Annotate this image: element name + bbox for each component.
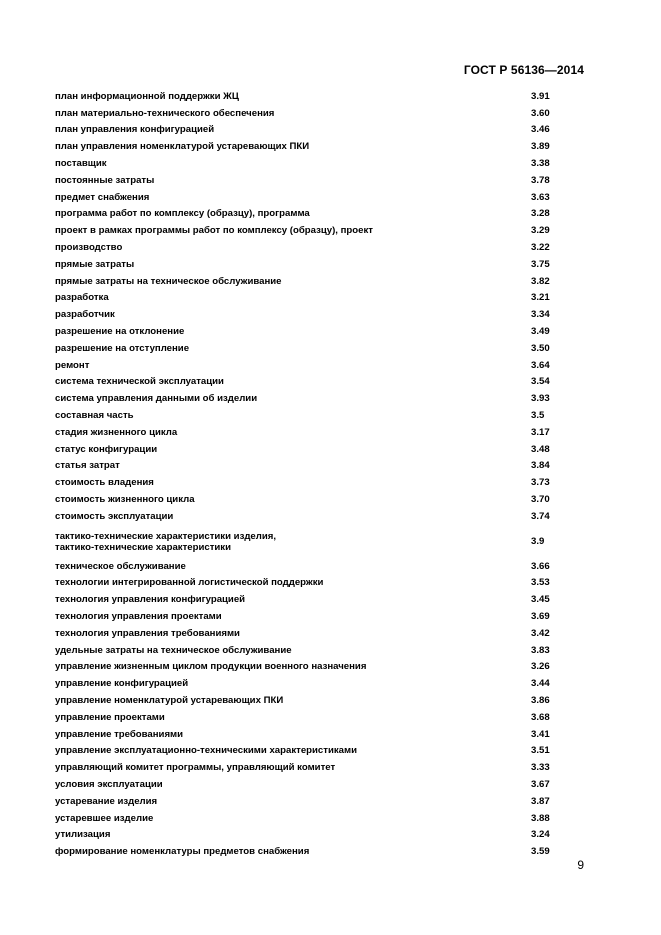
index-term — [55, 745, 531, 756]
index-term — [55, 561, 531, 572]
index-row — [55, 759, 585, 776]
index-row — [55, 138, 585, 155]
index-row — [55, 172, 585, 189]
index-term-line: управляющий комитет программы, управляющий комитет — [55, 762, 336, 774]
index-term-line: статус конфигурации — [55, 443, 158, 455]
index-term-line: устаревшее изделие — [55, 812, 154, 824]
index-term — [55, 712, 531, 723]
index-term-line: прямые затраты на техническое обслуживание — [55, 275, 282, 287]
index-section-ref: 3.70 — [531, 494, 550, 506]
index-row — [55, 340, 585, 357]
index-term-line: ремонт — [55, 359, 90, 371]
index-section-ref: 3.93 — [531, 393, 550, 405]
index-row — [55, 239, 585, 256]
index-section-ref: 3.91 — [531, 90, 550, 102]
index-term-line: предмет снабжения — [55, 191, 150, 203]
index-term-line: технология управления конфигурацией — [55, 594, 246, 606]
index-term — [55, 292, 531, 303]
index-term — [55, 208, 531, 219]
index-term — [55, 427, 531, 438]
index-row — [55, 122, 585, 139]
index-term — [55, 494, 531, 505]
index-row — [55, 692, 585, 709]
index-term — [55, 477, 531, 488]
index-term — [55, 393, 531, 404]
index-term — [55, 343, 531, 354]
index-term-line: стоимость владения — [55, 477, 154, 489]
index-row — [55, 642, 585, 659]
index-term-line: разрешение на отклонение — [55, 326, 185, 338]
index-section-ref: 3.87 — [531, 795, 550, 807]
index-term — [55, 242, 531, 253]
index-term — [55, 530, 531, 553]
index-row — [55, 323, 585, 340]
index-term — [55, 108, 531, 119]
index-term-line: технологии интегрированной логистической поддержки — [55, 577, 324, 589]
index-section-ref: 3.68 — [531, 711, 550, 723]
index-row — [55, 810, 585, 827]
index-term-line: план материально-технического обеспечения — [55, 107, 275, 119]
index-row — [55, 491, 585, 508]
index-term-line: постоянные затраты — [55, 174, 155, 186]
index-section-ref: 3.53 — [531, 577, 550, 589]
index-term — [55, 158, 531, 169]
index-row — [55, 625, 585, 642]
index-term — [55, 813, 531, 824]
index-term — [55, 594, 531, 605]
index-term-line: стадия жизненного цикла — [55, 426, 178, 438]
index-term — [55, 360, 531, 371]
index-row — [55, 357, 585, 374]
index-row — [55, 222, 585, 239]
index-row — [55, 709, 585, 726]
index-term-line: система технической эксплуатации — [55, 376, 224, 388]
index-term — [55, 779, 531, 790]
index-term-line: условия эксплуатации — [55, 778, 163, 790]
index-section-ref: 3.17 — [531, 426, 550, 438]
index-section-ref: 3.41 — [531, 728, 550, 740]
index-section-ref: 3.88 — [531, 812, 550, 824]
index-term — [55, 460, 531, 471]
index-term-line: составная часть — [55, 410, 134, 422]
index-term-line: управление жизненным циклом продукции военного назначения — [55, 661, 367, 673]
index-term — [55, 309, 531, 320]
index-term — [55, 796, 531, 807]
index-term — [55, 124, 531, 135]
index-section-ref: 3.73 — [531, 477, 550, 489]
index-term-line: технология управления проектами — [55, 611, 222, 622]
index-row — [55, 742, 585, 759]
index-term — [55, 661, 531, 672]
index-term — [55, 729, 531, 740]
index-term-line: технология управления требованиями — [55, 627, 240, 639]
index-term-line: стоимость эксплуатации — [55, 510, 174, 522]
index-term — [55, 444, 531, 455]
index-row — [55, 458, 585, 475]
index-section-ref: 3.83 — [531, 644, 550, 656]
index-term — [55, 678, 531, 689]
index-term-line: управление номенклатурой устаревающих ПКИ — [55, 694, 284, 706]
index-term — [55, 192, 531, 203]
document-header: ГОСТ Р 56136—2014 — [463, 63, 584, 77]
index-section-ref: 3.38 — [531, 158, 550, 170]
index-section-ref: 3.64 — [531, 359, 550, 371]
index-term — [55, 276, 531, 287]
index-term — [55, 225, 531, 236]
index-term-line: управление эксплуатационно-техническими характеристиками — [55, 745, 357, 757]
index-section-ref: 3.84 — [531, 460, 550, 472]
index-row — [55, 776, 585, 793]
index-term-line: формирование номенклатуры предметов снабжения — [55, 846, 310, 858]
index-term-line: тактико-технические характеристики — [55, 541, 232, 553]
index-row — [55, 575, 585, 592]
index-section-ref: 3.59 — [531, 846, 550, 858]
index-row — [55, 843, 585, 860]
index-row — [55, 273, 585, 290]
index-row — [55, 726, 585, 743]
index-section-ref: 3.49 — [531, 326, 550, 338]
index-term-line: тактико-технические характеристики изделия, — [55, 530, 277, 542]
index-term — [55, 141, 531, 152]
index-term-line: утилизация — [55, 829, 111, 841]
index-row — [55, 105, 585, 122]
index-section-ref: 3.67 — [531, 778, 550, 790]
index-section-ref: 3.63 — [531, 191, 550, 203]
index-term-line: техническое обслуживание — [55, 560, 186, 572]
index-row — [55, 591, 585, 608]
alphabetical-term-index — [55, 88, 585, 860]
index-row — [55, 88, 585, 105]
index-term — [55, 410, 531, 421]
index-row — [55, 256, 585, 273]
index-row — [55, 508, 585, 525]
index-term-line: стоимость жизненного цикла — [55, 494, 195, 506]
index-section-ref: 3.45 — [531, 594, 550, 606]
index-row — [55, 390, 585, 407]
index-term-line: статья затрат — [55, 460, 120, 472]
index-section-ref: 3.26 — [531, 661, 550, 673]
index-row — [55, 290, 585, 307]
index-row — [55, 659, 585, 676]
index-term-line: проект в рамках программы работ по комплексу (образцу), проект — [55, 225, 373, 237]
index-term — [55, 91, 531, 102]
index-term — [55, 762, 531, 773]
index-term — [55, 846, 531, 857]
index-section-ref: 3.5 — [531, 410, 545, 422]
index-section-ref: 3.82 — [531, 275, 550, 287]
index-section-ref: 3.86 — [531, 694, 550, 706]
index-term-line: прямые затраты — [55, 258, 135, 270]
index-row — [55, 441, 585, 458]
index-row — [55, 608, 585, 625]
index-row — [55, 189, 585, 206]
index-term — [55, 175, 531, 186]
index-term-line: разработчик — [55, 309, 115, 321]
index-section-ref: 3.21 — [531, 292, 550, 304]
index-term — [55, 829, 531, 840]
index-term — [55, 376, 531, 387]
index-row — [55, 474, 585, 491]
index-section-ref: 3.22 — [531, 242, 550, 254]
index-section-ref: 3.89 — [531, 141, 550, 153]
index-term — [55, 577, 531, 588]
index-section-ref: 3.48 — [531, 443, 550, 455]
index-section-ref: 3.44 — [531, 678, 550, 690]
index-term — [55, 511, 531, 522]
index-term-line: поставщик — [55, 158, 107, 170]
index-section-ref: 3.46 — [531, 124, 550, 136]
index-section-ref: 3.29 — [531, 225, 550, 237]
index-term — [55, 695, 531, 706]
index-section-ref: 3.42 — [531, 627, 550, 639]
index-section-ref: 3.51 — [531, 745, 550, 757]
index-term — [55, 611, 531, 622]
index-section-ref: 3.9 — [531, 535, 545, 547]
index-term-line: управление конфигурацией — [55, 678, 189, 690]
index-term-line: разработка — [55, 292, 109, 304]
index-term — [55, 259, 531, 270]
index-row — [55, 424, 585, 441]
index-row — [55, 374, 585, 391]
index-row — [55, 558, 585, 575]
index-section-ref: 3.69 — [531, 611, 550, 622]
index-section-ref: 3.60 — [531, 107, 550, 119]
index-section-ref: 3.50 — [531, 342, 550, 354]
index-section-ref: 3.28 — [531, 208, 550, 220]
index-section-ref: 3.24 — [531, 829, 550, 841]
index-term-line: удельные затраты на техническое обслуживание — [55, 644, 292, 656]
index-section-ref: 3.78 — [531, 174, 550, 186]
index-row — [55, 525, 585, 558]
index-term-line: план информационной поддержки ЖЦ — [55, 90, 239, 102]
index-term — [55, 326, 531, 337]
index-term-line: управление проектами — [55, 711, 165, 723]
index-section-ref: 3.33 — [531, 762, 550, 774]
index-term-line: производство — [55, 242, 123, 254]
index-row — [55, 826, 585, 843]
index-term-line: устаревание изделия — [55, 795, 158, 807]
index-section-ref: 3.75 — [531, 258, 550, 270]
index-row — [55, 793, 585, 810]
index-term-line: разрешение на отступление — [55, 342, 190, 354]
index-section-ref: 3.74 — [531, 510, 550, 522]
index-term-line: управление требованиями — [55, 728, 184, 740]
index-section-ref: 3.54 — [531, 376, 550, 388]
index-term — [55, 645, 531, 656]
index-row — [55, 206, 585, 223]
index-term — [55, 628, 531, 639]
index-row — [55, 675, 585, 692]
index-term-line: программа работ по комплексу (образцу), программа — [55, 208, 310, 220]
index-row — [55, 407, 585, 424]
index-section-ref: 3.34 — [531, 309, 550, 321]
page-number: 9 — [577, 858, 584, 872]
index-term-line: система управления данными об изделии — [55, 393, 258, 405]
index-row — [55, 306, 585, 323]
index-term-line: план управления конфигурацией — [55, 124, 215, 136]
index-term-line: план управления номенклатурой устаревающих ПКИ — [55, 141, 310, 153]
index-row — [55, 155, 585, 172]
index-section-ref: 3.66 — [531, 560, 550, 572]
